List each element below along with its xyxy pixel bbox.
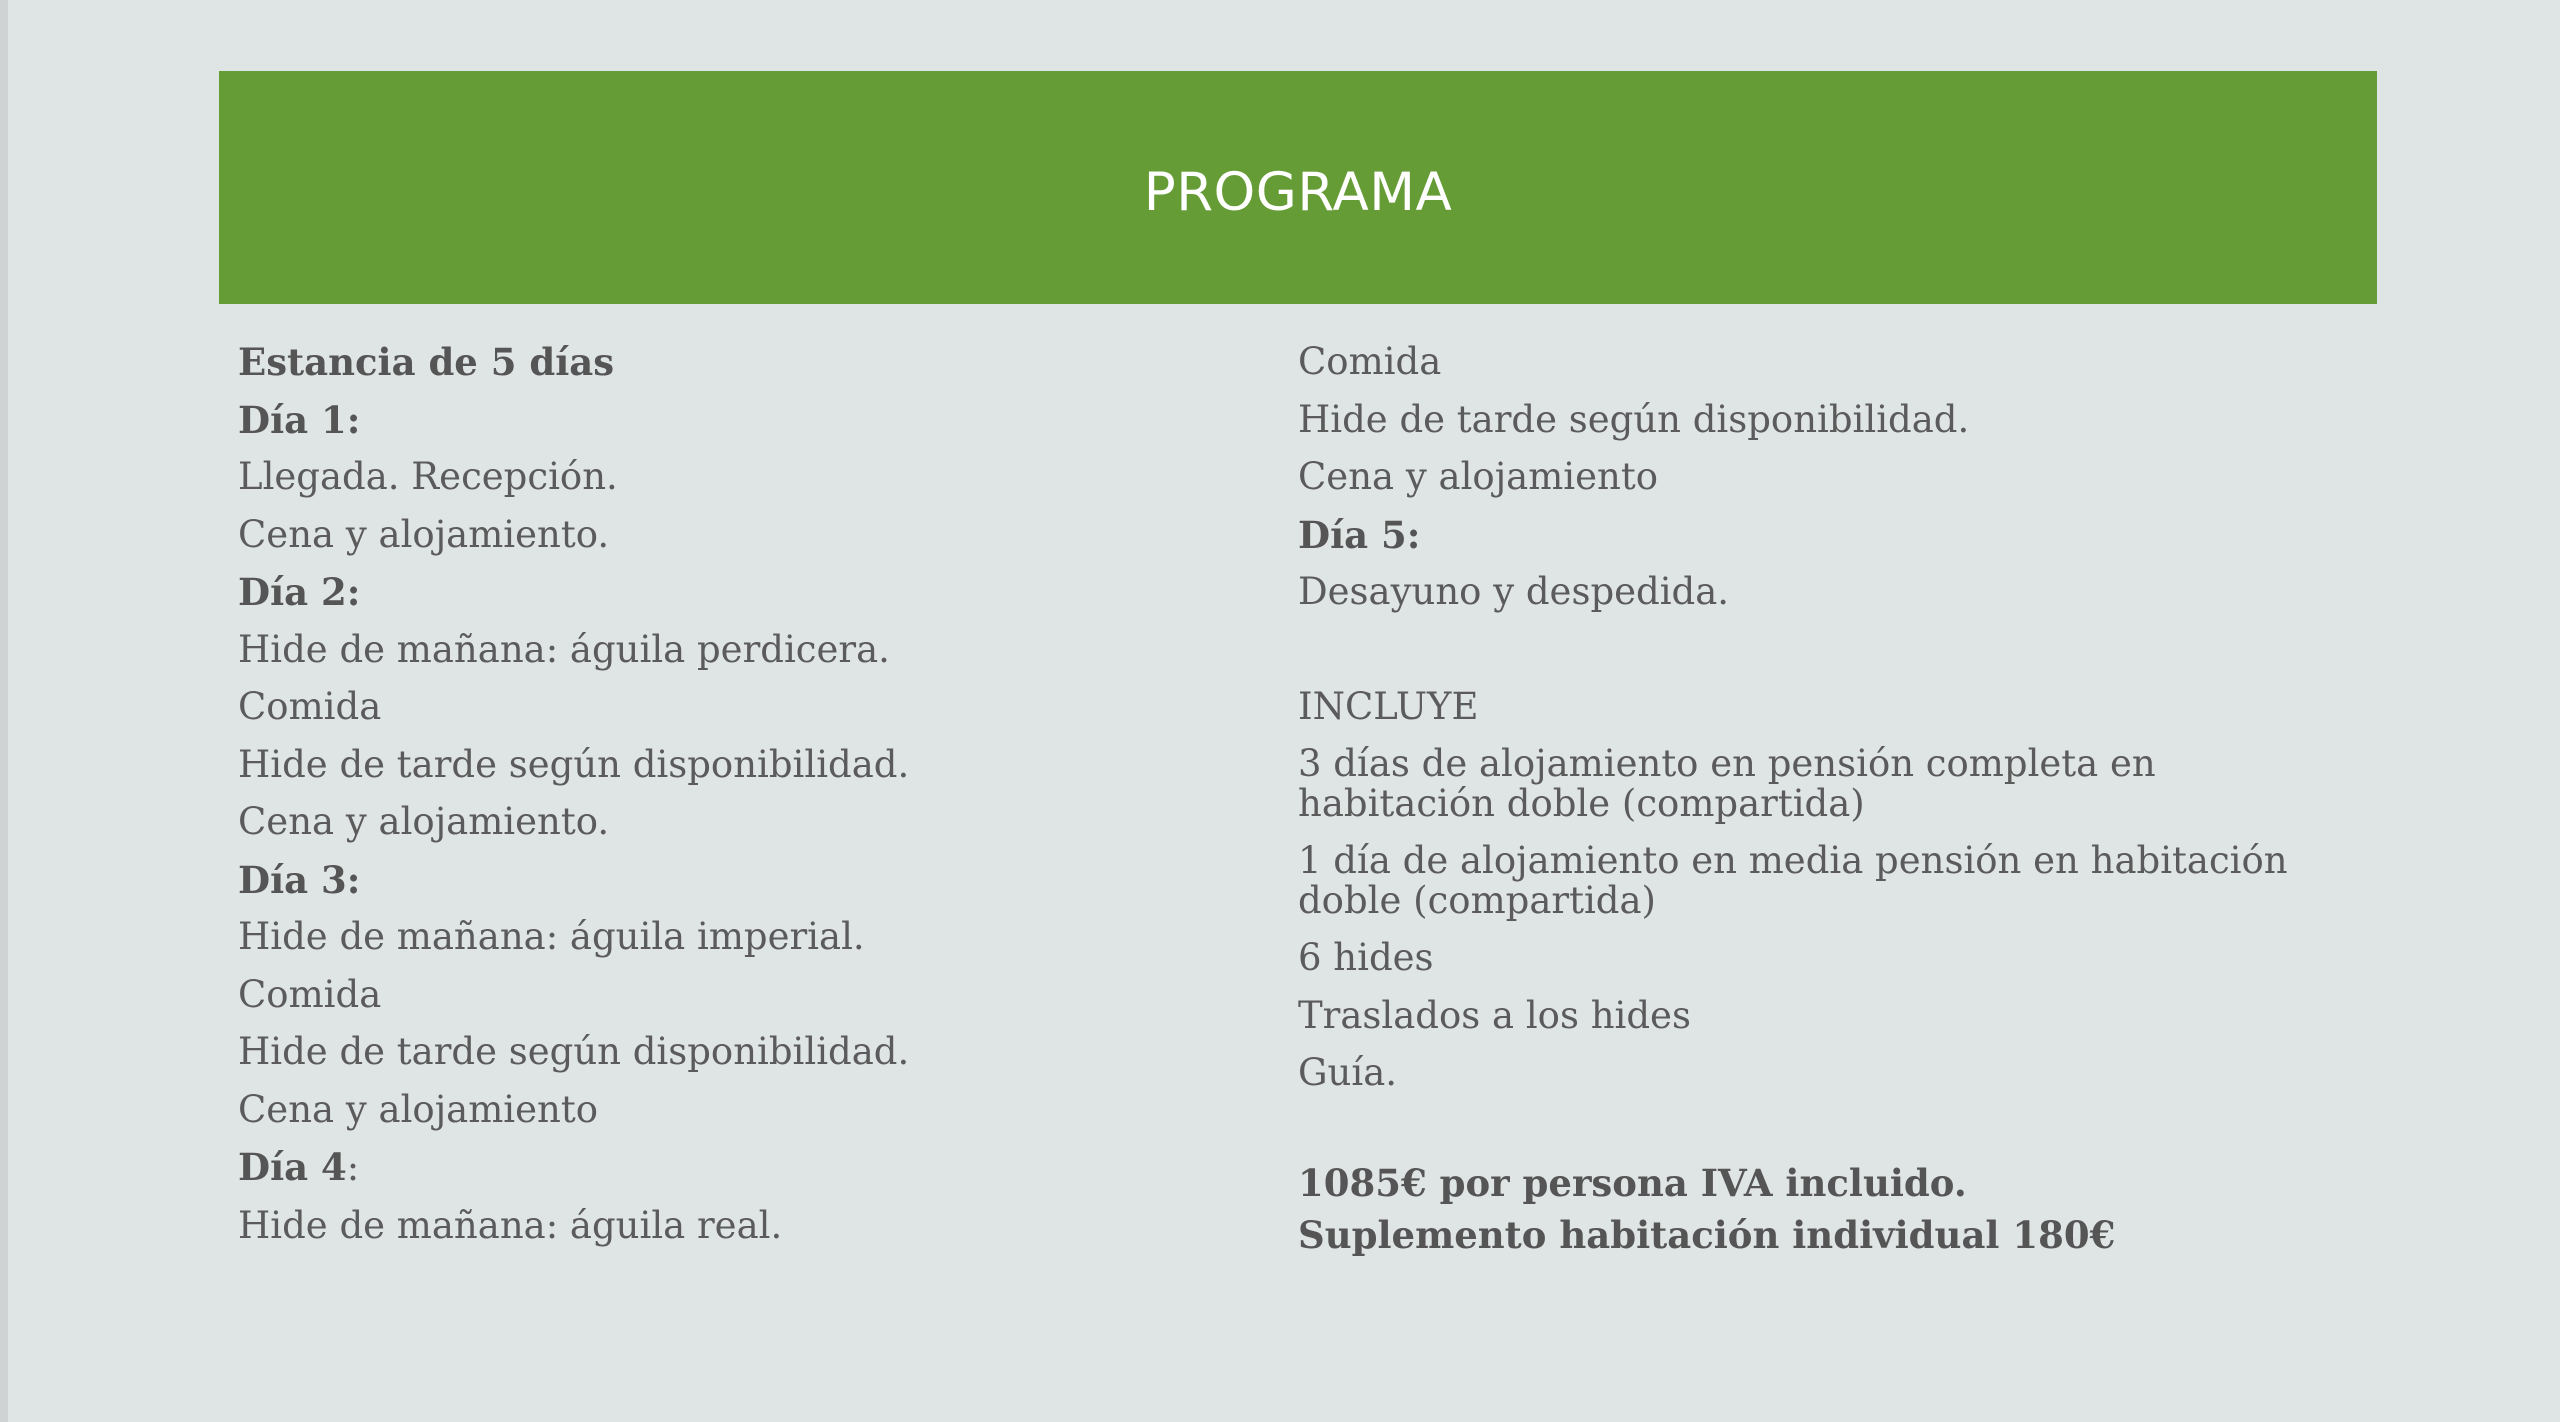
left-column xyxy=(238,342,1238,1263)
includes-item: 3 días de alojamiento en pensión completa en habitación doble (compartida) xyxy=(1298,742,2156,825)
day-4-item: Comida xyxy=(1298,340,1442,383)
day-4-item: Hide de tarde según disponibilidad. xyxy=(1298,397,1970,441)
header-bar xyxy=(219,71,2377,304)
includes-heading: INCLUYE xyxy=(1298,684,1479,728)
right-column xyxy=(1298,342,2358,1261)
day-3-item: Cena y alojamiento xyxy=(238,1087,599,1131)
day-5-item: Desayuno y despedida. xyxy=(1298,570,1730,613)
day-2-item: Hide de mañana: águila perdicera. xyxy=(238,627,890,671)
day-4-item: Hide de mañana: águila real. xyxy=(238,1203,783,1247)
page-title: PROGRAMA xyxy=(1143,162,1453,223)
day-3-heading: Día 3: xyxy=(238,857,361,902)
includes-item: 6 hides xyxy=(1298,936,1434,979)
day-3-item: Hide de tarde según disponibilidad. xyxy=(238,1030,910,1073)
includes-item: 1 día de alojamiento en media pensión en habitación doble (compartida) xyxy=(1298,839,2288,922)
day-2-item: Cena y alojamiento. xyxy=(238,800,610,843)
day-1-heading: Día 1: xyxy=(238,397,361,442)
day-2-heading: Día 2: xyxy=(238,570,361,614)
day-4-item: Cena y alojamiento xyxy=(1298,455,1659,498)
day-3-item: Comida xyxy=(238,972,382,1016)
slide-edge xyxy=(0,0,8,1422)
single-room-supplement: Suplemento habitación individual 180€ xyxy=(1298,1212,2116,1257)
day-2-item: Hide de tarde según disponibilidad. xyxy=(238,742,910,786)
day-1-item: Llegada. Recepción. xyxy=(238,455,618,498)
day-5-heading: Día 5: xyxy=(1298,512,1421,557)
stay-duration: Estancia de 5 días xyxy=(238,340,615,384)
includes-item: Guía. xyxy=(1298,1051,1398,1094)
day-1-item: Cena y alojamiento. xyxy=(238,512,610,556)
day-2-item: Comida xyxy=(238,685,382,728)
day-4-heading: Día 4: xyxy=(238,1145,360,1189)
day-3-item: Hide de mañana: águila imperial. xyxy=(238,915,865,958)
price: 1085€ por persona IVA incluido. xyxy=(1298,1160,1967,1205)
day-4-heading-label: Día 4 xyxy=(238,1145,347,1189)
spacer xyxy=(1298,1111,2358,1157)
includes-item: Traslados a los hides xyxy=(1298,993,1691,1037)
spacer xyxy=(1298,630,2358,687)
